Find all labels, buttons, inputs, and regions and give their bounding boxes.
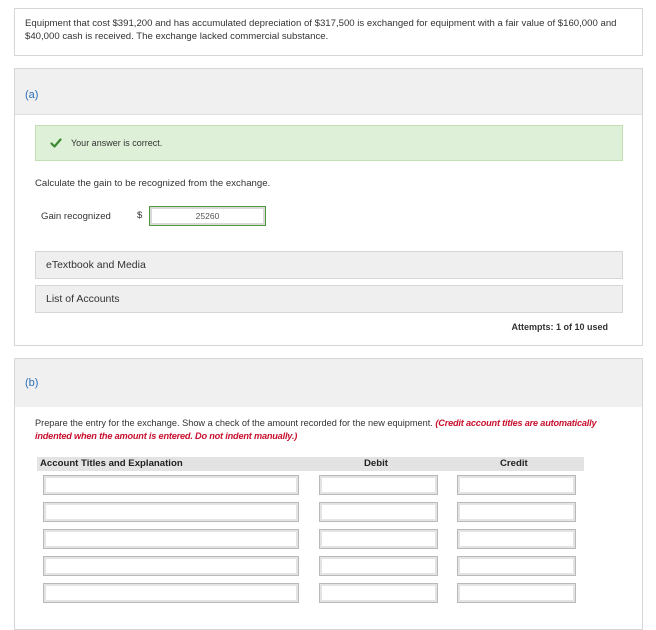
part-b-instruction bbox=[35, 417, 615, 443]
part-a-label: (a) bbox=[25, 89, 39, 101]
account-title-input[interactable] bbox=[43, 583, 299, 603]
credit-input[interactable] bbox=[457, 529, 576, 549]
list-of-accounts-button[interactable] bbox=[35, 285, 623, 313]
debit-input[interactable] bbox=[319, 583, 438, 603]
part-a-instruction: Calculate the gain to be recognized from the exchange. bbox=[35, 178, 271, 189]
problem-text: Equipment that cost $391,200 and has accumulated depreciation of $317,500 is exchanged for equipment with a fair value of $160,000 and $40,000 cash is received. The exchange lacked commercial substance. bbox=[25, 18, 617, 42]
gain-recognized-input[interactable] bbox=[149, 206, 266, 226]
account-title-input[interactable] bbox=[43, 529, 299, 549]
part-b-instruction-text: Prepare the entry for the exchange. Show a check of the amount recorded for the new equipment. bbox=[35, 418, 433, 428]
account-title-input[interactable] bbox=[43, 556, 299, 576]
credit-input[interactable] bbox=[457, 583, 576, 603]
credit-input[interactable] bbox=[457, 475, 576, 495]
checkmark-icon bbox=[50, 137, 62, 149]
column-header-account: Account Titles and Explanation bbox=[40, 458, 183, 469]
list-of-accounts-label: List of Accounts bbox=[46, 293, 120, 305]
etextbook-media-label: eTextbook and Media bbox=[46, 259, 146, 271]
part-b-instruction-note: (Credit account titles are automatically indented when the amount is entered. Do not indent manually.) bbox=[35, 418, 597, 441]
column-header-debit: Debit bbox=[364, 458, 388, 469]
account-title-input[interactable] bbox=[43, 502, 299, 522]
attempts-counter: Attempts: 1 of 10 used bbox=[511, 322, 608, 332]
journal-table-header bbox=[37, 457, 584, 471]
account-title-input[interactable] bbox=[43, 475, 299, 495]
part-b-panel bbox=[14, 358, 643, 630]
debit-input[interactable] bbox=[319, 475, 438, 495]
part-b-header bbox=[15, 359, 642, 407]
part-b-label: (b) bbox=[25, 377, 39, 389]
part-a-header bbox=[15, 69, 642, 115]
column-header-credit: Credit bbox=[500, 458, 528, 469]
part-a-panel bbox=[14, 68, 643, 346]
debit-input[interactable] bbox=[319, 529, 438, 549]
problem-statement bbox=[14, 8, 643, 56]
gain-recognized-label: Gain recognized bbox=[41, 211, 111, 222]
correct-message: Your answer is correct. bbox=[71, 138, 163, 148]
currency-symbol: $ bbox=[137, 210, 143, 221]
correct-banner bbox=[35, 125, 623, 161]
credit-input[interactable] bbox=[457, 502, 576, 522]
etextbook-media-button[interactable] bbox=[35, 251, 623, 279]
debit-input[interactable] bbox=[319, 556, 438, 576]
credit-input[interactable] bbox=[457, 556, 576, 576]
debit-input[interactable] bbox=[319, 502, 438, 522]
